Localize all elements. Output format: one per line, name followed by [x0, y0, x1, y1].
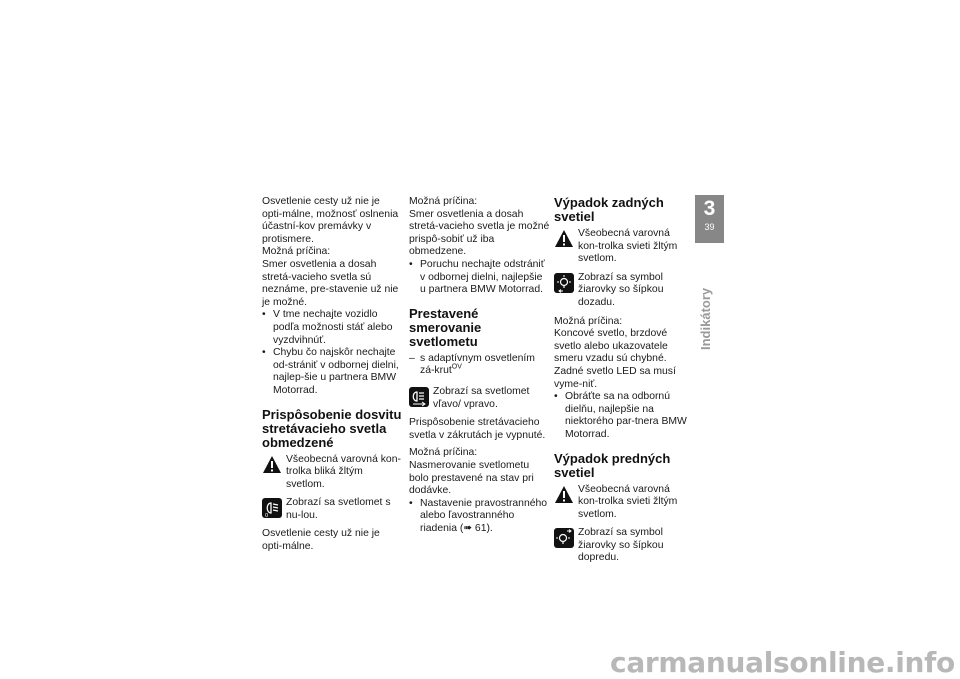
section-heading: Výpadok predných svetiel — [554, 450, 671, 480]
section-heading: Výpadok zadných svetiel — [554, 195, 664, 224]
bullet-list — [409, 259, 550, 297]
warning-triangle-icon — [554, 229, 574, 249]
section-heading: Prestavené smerovanie svetlometu — [409, 305, 482, 349]
indicator-row — [554, 272, 689, 310]
indicator-row — [554, 527, 689, 565]
list-item: • Nastavenie pravostranného alebo ľavostranného riadenia (➠ 61). — [409, 498, 550, 536]
indicator-row — [262, 497, 402, 522]
indicator-text: Všeobecná varovná kon-trolka bliká žltým svetlom. — [286, 453, 401, 490]
watermark: carmanualsonline.info — [610, 646, 955, 679]
column-1 — [262, 196, 402, 554]
cause-text: Smer osvetlenia a dosah stretá-vacieho svetla sú neznáme, pre-stavenie už nie je možné. — [262, 258, 399, 308]
chapter-title: Indikátory — [698, 287, 713, 350]
list-item: • Chybu čo najskôr nechajte od-strániť v odbornej dielni, najlep-šie u partnera BMW Motorrad. — [262, 347, 402, 397]
cause-label: Možná príčina: — [554, 315, 623, 327]
indicator-text: Zobrazí sa symbol žiarovky so šípkou dopredu. — [578, 527, 664, 564]
list-item: • Poruchu nechajte odstrániť v odbornej dielni, najlepšie u partnera BMW Motorrad. — [409, 259, 550, 297]
chapter-tab — [695, 195, 724, 243]
indicator-row — [554, 228, 689, 266]
cause-label: Možná príčina: — [262, 246, 331, 258]
headlight-zero-icon — [262, 498, 282, 518]
paragraph: Prispôsobenie stretávacieho svetla v zákrutách je vypnuté. — [409, 417, 546, 441]
bullet-list — [409, 498, 550, 536]
intro-paragraph: Osvetlenie cesty už nie je opti-málne, možnosť oslnenia účastní-kov premávky v protismere. — [262, 196, 399, 245]
cause-label: Možná príčina: — [409, 196, 478, 207]
page-number: 39 — [704, 222, 715, 232]
outro-paragraph: Osvetlenie cesty už nie je opti-málne. — [262, 528, 380, 553]
bulb-arrow-back-icon — [554, 273, 574, 293]
chapter-number: 3 — [703, 197, 716, 220]
indicator-row — [409, 386, 550, 411]
list-item: • Obráťte sa na odbornú dielňu, najlepšie na niektorého par-tnera BMW Motorrad. — [554, 391, 689, 441]
list-item: • V tme nechajte vozidlo podľa možnosti stáť alebo vyzdvihnúť. — [262, 309, 402, 347]
indicator-text: Všeobecná varovná kon-trolka svieti žltým svetlom. — [578, 228, 678, 265]
indicator-row — [262, 454, 402, 492]
cause-text: Smer osvetlenia a dosah stretá-vacieho svetla je možné prispô-sobiť už iba obmedzene. — [409, 208, 550, 258]
svg-text:0: 0 — [265, 513, 269, 519]
indicator-text: Zobrazí sa svetlomet vľavo/ vpravo. — [433, 385, 530, 410]
bullet-list — [262, 309, 402, 397]
section-heading: Prispôsobenie dosvitu stretávacieho svetla obmedzené — [262, 406, 402, 450]
warning-triangle-icon — [554, 485, 574, 505]
bulb-arrow-forward-icon — [554, 528, 574, 548]
list-item — [409, 353, 550, 378]
column-3 — [554, 196, 689, 571]
indicator-text: Všeobecná varovná kon-trolka svieti žltým svetlom. — [578, 483, 678, 520]
cause-text: Nasmerovanie svetlometu bolo prestavené na stav pri dodávke. — [409, 459, 534, 497]
dash-list — [409, 353, 550, 378]
indicator-row — [554, 484, 689, 522]
option-superscript: OV — [451, 363, 462, 371]
warning-triangle-icon — [262, 455, 282, 475]
cause-text: Koncové svetlo, brzdové svetlo alebo ukazovatele smeru vzadu sú chybné. — [554, 328, 668, 365]
cause-label: Možná príčina: — [409, 447, 478, 459]
column-2 — [409, 196, 550, 535]
cause-text: Zadné svetlo LED sa musí vyme-niť. — [554, 365, 676, 390]
dash-item-text: s adaptívnym osvetlením zá-krut — [420, 352, 535, 377]
bullet-list — [554, 391, 689, 441]
indicator-text: Zobrazí sa symbol žiarovky so šípkou dozadu. — [578, 271, 664, 308]
indicator-text: Zobrazí sa svetlomet s nu-lou. — [286, 497, 391, 521]
headlight-left-right-icon — [409, 387, 429, 407]
